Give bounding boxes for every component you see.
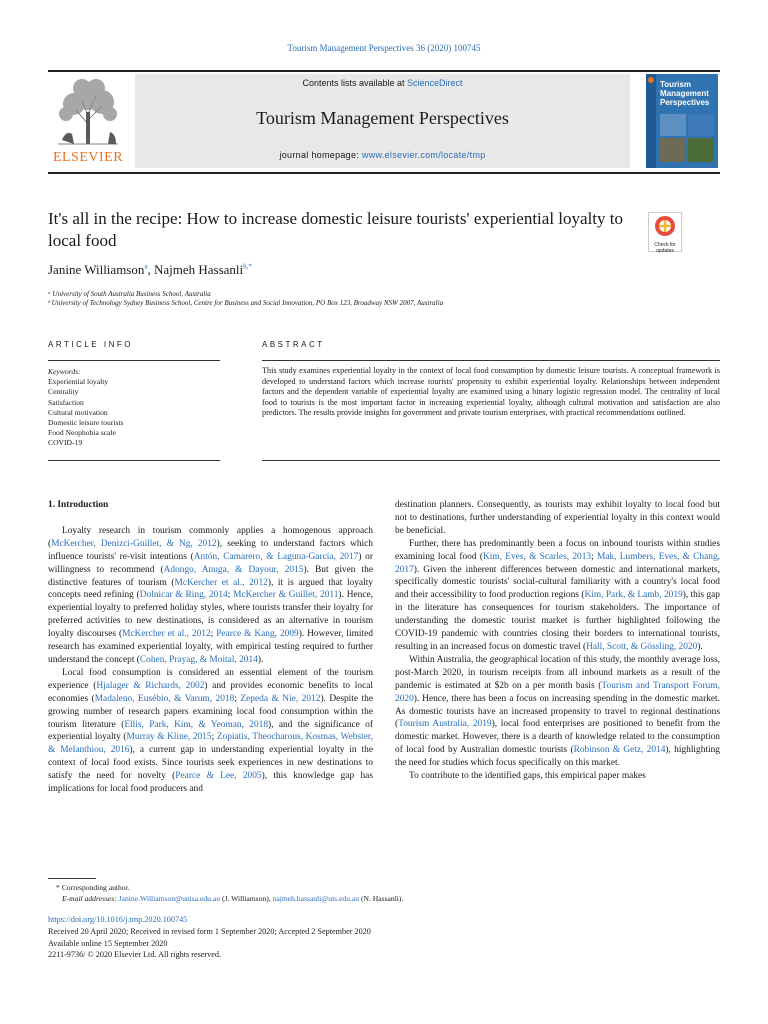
abstract-heading: ABSTRACT xyxy=(262,340,325,349)
divider xyxy=(48,360,220,361)
copyright-line: 2211-9736/ © 2020 Elsevier Ltd. All rights reserved. xyxy=(48,950,222,960)
citation-link[interactable]: Adongo, Anuga, & Dayour, 2015 xyxy=(163,564,304,575)
article-title: It's all in the recipe: How to increase domestic leisure tourists' experiential loyalty to local food xyxy=(48,209,623,250)
author-name[interactable]: Janine Williamson xyxy=(48,262,145,277)
citation-link[interactable]: Madaleno, Eusébio, & Varum, 2018 xyxy=(94,693,235,704)
paragraph-text: ). Despite the growing number of research papers examining local food consumption within the tourism literature ( xyxy=(48,693,373,730)
sciencedirect-link[interactable]: ScienceDirect xyxy=(407,78,463,88)
divider xyxy=(262,360,720,361)
citation-link[interactable]: Cohen, Prayag, & Moital, 2014 xyxy=(139,654,258,665)
journal-title: Tourism Management Perspectives xyxy=(256,108,509,128)
paragraph-text: ), seeking to understand factors which influence tourists' re-visit intentions ( xyxy=(48,538,373,562)
paragraph-text: ), highlighting the need for studies which focus specifically on this market. xyxy=(395,745,720,769)
check-for-updates-button[interactable] xyxy=(648,212,682,252)
citation-link[interactable]: Dolnicar & Ring, 2014 xyxy=(139,590,228,601)
paragraph-text: ), and the significance of experiential loyalty ( xyxy=(48,719,373,743)
paragraph xyxy=(395,654,720,770)
article-meta xyxy=(48,914,720,961)
divider xyxy=(262,460,720,461)
paragraph-text: ). Hence, experiential loyalty to preferred holiday styles, where tourists transfer their loyalty for preferred activities to new destinations, is considered as an alternative in tourism loyalty discourses ( xyxy=(48,590,373,640)
corresponding-author-note: * Corresponding author. xyxy=(56,883,130,892)
available-line: Available online 15 September 2020 xyxy=(48,938,168,948)
paragraph-text: ). xyxy=(697,641,703,652)
homepage-link[interactable]: www.elsevier.com/locate/tmp xyxy=(361,150,486,160)
paragraph xyxy=(48,525,373,667)
paragraph-text: destination planners. Consequently, as tourists may exhibit loyalty to local food but not to destinations, further understanding of experiential loyalty in this context would be beneficial. xyxy=(395,500,720,536)
paragraph-text: Further, there has predominantly been a focus on inbound tourists within studies examining local food ( xyxy=(395,538,720,562)
citation-link[interactable]: McKercher & Guillet, 2011 xyxy=(233,590,339,601)
footnotes xyxy=(48,882,720,904)
contents-prefix: Contents lists available at xyxy=(302,78,408,88)
cover-title: Tourism Management Perspectives xyxy=(660,80,710,107)
keywords-label: Keywords: xyxy=(48,367,81,376)
affiliation-a: ᵃ University of South Australia Business School, Australia xyxy=(48,290,211,298)
email-line xyxy=(48,893,720,904)
author-name[interactable]: Najmeh Hassanli xyxy=(153,262,244,277)
journal-header-box xyxy=(135,74,630,168)
paragraph-text: ). But given the distinctive features of tourism ( xyxy=(48,564,373,588)
homepage-prefix: journal homepage: xyxy=(279,150,362,160)
email-label: E-mail addresses: xyxy=(62,894,119,903)
history-line: Received 20 April 2020; Received in revised form 1 September 2020; Accepted 2 September 2020 xyxy=(48,926,371,936)
paragraph-text: To contribute to the identified gaps, this empirical paper makes xyxy=(409,771,646,782)
citation-link[interactable]: Murray & Kline, 2015 xyxy=(126,732,212,743)
author-list: Janine Williamson$^a$, Najmeh Hassanli$^{b,*}$ xyxy=(48,262,252,277)
citation-link[interactable]: Mak, Lumbers, Eves, & Chang, 2017 xyxy=(395,551,720,575)
paragraph xyxy=(395,770,720,783)
paragraph-text: ). Given the inherent differences between domestic and international markets, specifically domestic tourists' social-cultural familiarity with a country's local food and their accessibility to food production regions ( xyxy=(395,564,720,601)
paragraph xyxy=(395,538,720,654)
citation-link[interactable]: McKercher, Denizci-Guillet, & Ng, 2012 xyxy=(51,538,217,549)
contents-line xyxy=(135,78,630,88)
paragraph-text: Within Australia, the geographical location of this study, the monthly average loss, post-March 2020, in tourism receipts from all inbound markets as a result of the pandemic is estimated at $2b on a per month basis ( xyxy=(395,654,720,691)
keyword-item: Experiential loyalty xyxy=(48,377,109,387)
citation-link[interactable]: Kim, Park, & Lamb, 2019 xyxy=(584,590,683,601)
crossmark-icon xyxy=(654,215,676,237)
keyword-item: COVID-19 xyxy=(48,438,83,448)
paragraph-text: Loyalty research in tourism commonly applies a homogenous approach ( xyxy=(48,525,373,549)
article-info-heading: ARTICLE INFO xyxy=(48,340,133,349)
masthead-rule-top xyxy=(48,70,720,72)
section-heading: 1. Introduction xyxy=(48,500,109,510)
paragraph-text: ) and provides economic benefits to local economies ( xyxy=(48,680,373,704)
homepage-line xyxy=(135,150,630,160)
email-owner: (J. Williamson), xyxy=(220,894,273,903)
journal-reference[interactable]: Tourism Management Perspectives 36 (2020) 100745 xyxy=(287,43,481,53)
paragraph-text: ; xyxy=(211,732,217,743)
paragraph-text: ), it is argued that loyalty concepts need refining ( xyxy=(48,577,373,601)
paragraph-text: ), this knowledge gap has implications for local food producers and xyxy=(48,771,373,795)
citation-link[interactable]: Zepeda & Nie, 2012 xyxy=(240,693,321,704)
citation-link[interactable]: Tourism and Transport Forum, 2020 xyxy=(395,680,720,704)
keywords-block xyxy=(48,367,218,449)
keyword-item: Satisfaction xyxy=(48,397,84,407)
paragraph-text: ; xyxy=(591,551,597,562)
paragraph-text: ). However, limited research has examined experiential loyalty, with empirical testing required to further understand the concept ( xyxy=(48,629,373,665)
footnote-rule xyxy=(48,878,96,879)
keyword-item: Cultural motivation xyxy=(48,407,108,417)
email-owner: (N. Hassanli). xyxy=(359,894,404,903)
paragraph-text: ), this gap in the literature has consequences for tourism stakeholders. The importance of understanding the domestic tourist market is further highlighted following the COVID-19 pandemic with countries closing their borders to international tourists, resulting in an increased focus on domestic travel ( xyxy=(395,590,720,652)
affiliation-marker[interactable]: b,* xyxy=(243,262,252,271)
paragraph-text: ; xyxy=(210,629,217,640)
keyword-item: Domestic leisure tourists xyxy=(48,418,124,428)
affiliation-marker[interactable]: a xyxy=(144,262,148,271)
divider xyxy=(48,460,220,461)
citation-link[interactable]: Hjalager & Richards, 2002 xyxy=(96,680,205,691)
paragraph xyxy=(395,499,720,538)
citation-link[interactable]: Robinson & Getz, 2014 xyxy=(573,745,666,756)
paragraph-text: ), a current gap in understanding experiential loyalty in the context of local food exists. Since tourists seek experiences in new destinations to satisfy the need for novelty ( xyxy=(48,745,373,782)
keyword-item: Food Neophobia scale xyxy=(48,428,116,438)
paragraph-text: ), local food enterprises are positioned to benefit from the domestic market. However, there is a dearth of knowledge related to the consumption of local food by Australian domestic tourists ( xyxy=(395,719,720,756)
body-column-right xyxy=(395,499,720,783)
masthead-rule-bottom xyxy=(48,172,720,174)
paragraph xyxy=(48,667,373,796)
citation-link[interactable]: Pearce & Lee, 2005 xyxy=(175,771,262,782)
paragraph-text: ) or willingness to recommend ( xyxy=(48,551,373,575)
paragraph-text: ; xyxy=(227,590,234,601)
paragraph-text: ). xyxy=(257,654,264,665)
email-link[interactable]: Janine.Williamson@unisa.edu.au xyxy=(118,894,221,903)
citation-link[interactable]: Tourism Australia, 2019 xyxy=(398,719,492,730)
citation-link[interactable]: Hall, Scott, & Gössling, 2020 xyxy=(586,641,698,652)
email-link[interactable]: najmeh.hassanli@uts.edu.au xyxy=(272,894,360,903)
doi-link[interactable]: https://doi.org/10.1016/j.tmp.2020.100745 xyxy=(48,915,188,924)
abstract-text: This study examines experiential loyalty in the context of local food consumption by domestic leisure tourists. A conceptual framework is developed to understand factors which increase tourists' propensity to exhibit experiential loyalty. Relationships between independent factors and the dependent variable of experiential loyalty are examined using a binary logistic regression model. The centrality of local food to tourists is the most important factor in increasing experiential loyalty, although cultural motivation and satisfaction are also predictors. The results provide insights for government and private tourism enterprises, with practical recommendations outlined. xyxy=(262,366,720,418)
journal-cover[interactable] xyxy=(646,74,718,168)
citation-link[interactable]: Pearce & Kang, 2009 xyxy=(216,629,299,640)
elsevier-logo[interactable] xyxy=(48,74,128,166)
elsevier-wordmark: ELSEVIER xyxy=(52,150,124,165)
paragraph-text: ). Hence, there has been a focus on increasing spending in the domestic market. As domestic tourists have an increased propensity to travel to regional destinations ( xyxy=(395,693,720,730)
paragraph-text: Local food consumption is considered an essential element of the tourism experience ( xyxy=(48,667,373,691)
body-column-left xyxy=(48,499,373,796)
citation-link[interactable]: McKercher et al., 2012 xyxy=(174,577,268,588)
citation-link[interactable]: Kim, Eves, & Scarles, 2013 xyxy=(482,551,592,562)
affiliation-b: ᵇ University of Technology Sydney Business School, Centre for Business and Social Innovation, PO Box 123, Broadway NSW 2007, Australia xyxy=(48,299,444,307)
citation-link[interactable]: Ellis, Park, Kim, & Yeoman, 2018 xyxy=(124,719,269,730)
crossmark-label: Check for updates xyxy=(654,242,676,254)
keyword-item: Centrality xyxy=(48,387,79,397)
citation-link[interactable]: Antón, Camarero, & Laguna-García, 2017 xyxy=(193,551,359,562)
paragraph-text: ; xyxy=(234,693,241,704)
tree-icon xyxy=(48,74,128,148)
citation-link[interactable]: Zopiatis, Theocharous, Kosmas, Webster, & Melanthiou, 2016 xyxy=(48,732,373,756)
citation-link[interactable]: McKercher et al., 2012 xyxy=(122,629,211,640)
